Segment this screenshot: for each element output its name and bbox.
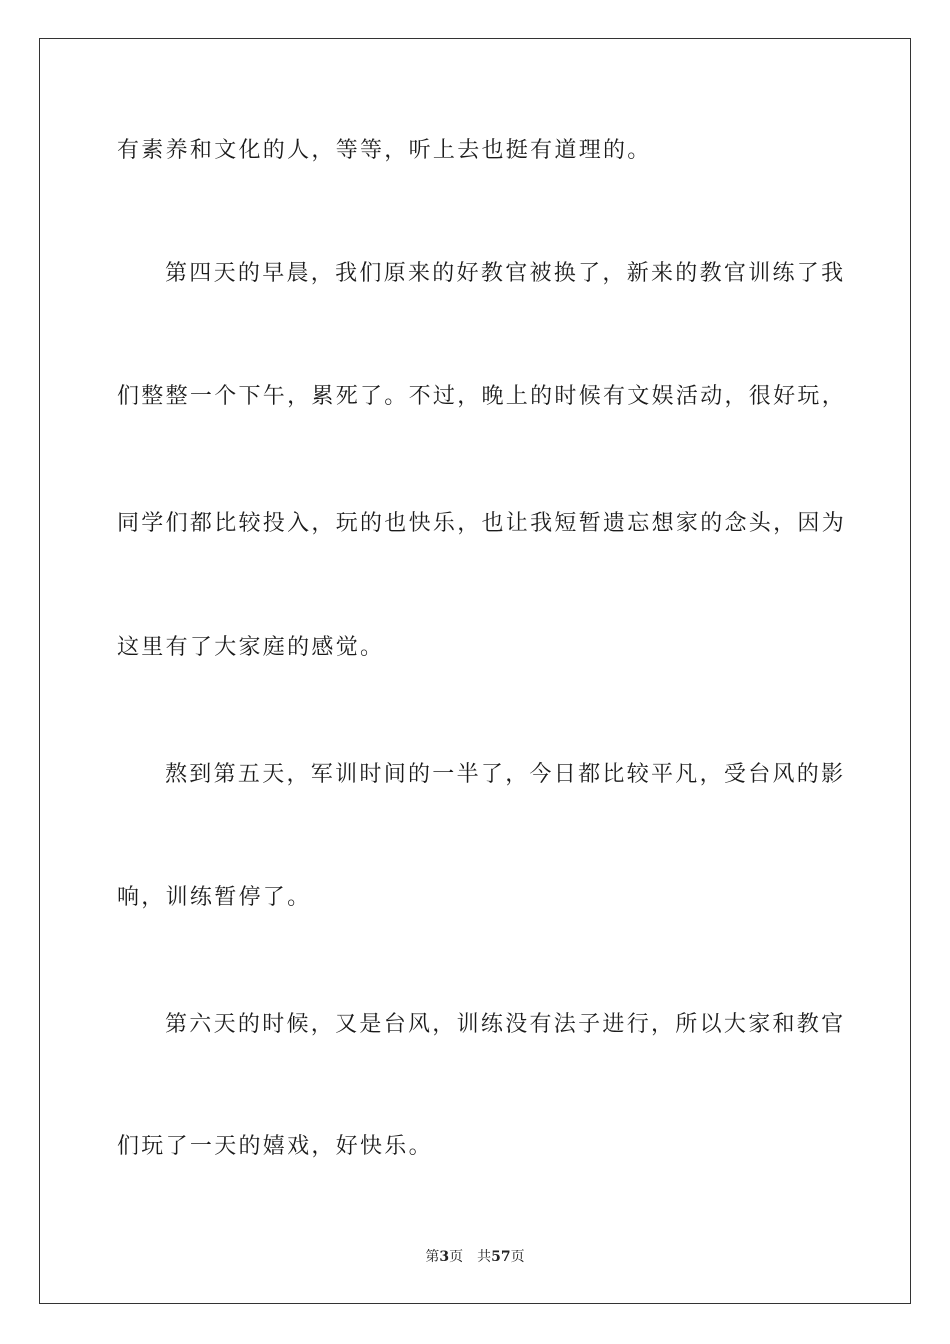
- body-text-line: 同学们都比较投入，玩的也快乐，也让我短暂遗忘想家的念头，因为: [117, 511, 847, 536]
- page-prefix: 第: [425, 1249, 440, 1265]
- page-border: [39, 38, 911, 1304]
- paragraph-first-line: 熬到第五天，军训时间的一半了，今日都比较平凡，受台风的影: [165, 762, 846, 787]
- body-text-line: 有素养和文化的人，等等，听上去也挺有道理的。: [117, 138, 652, 163]
- body-text-line: 这里有了大家庭的感觉。: [117, 635, 385, 660]
- page-number: 3: [439, 1249, 450, 1265]
- total-prefix: 共: [477, 1249, 492, 1265]
- total-suffix: 页: [510, 1249, 525, 1265]
- page-footer: [0, 1248, 950, 1266]
- paragraph-first-line: 第六天的时候，又是台风，训练没有法子进行，所以大家和教官: [165, 1012, 846, 1037]
- body-text-line: 响，训练暂停了。: [117, 885, 312, 910]
- body-text-line: 们玩了一天的嬉戏，好快乐。: [117, 1134, 433, 1159]
- paragraph-first-line: 第四天的早晨，我们原来的好教官被换了，新来的教官训练了我: [165, 261, 846, 286]
- total-pages: 57: [491, 1249, 511, 1265]
- page-suffix: 页: [449, 1249, 464, 1265]
- body-text-line: 们整整一个下午，累死了。不过，晚上的时候有文娱活动，很好玩，: [117, 384, 847, 409]
